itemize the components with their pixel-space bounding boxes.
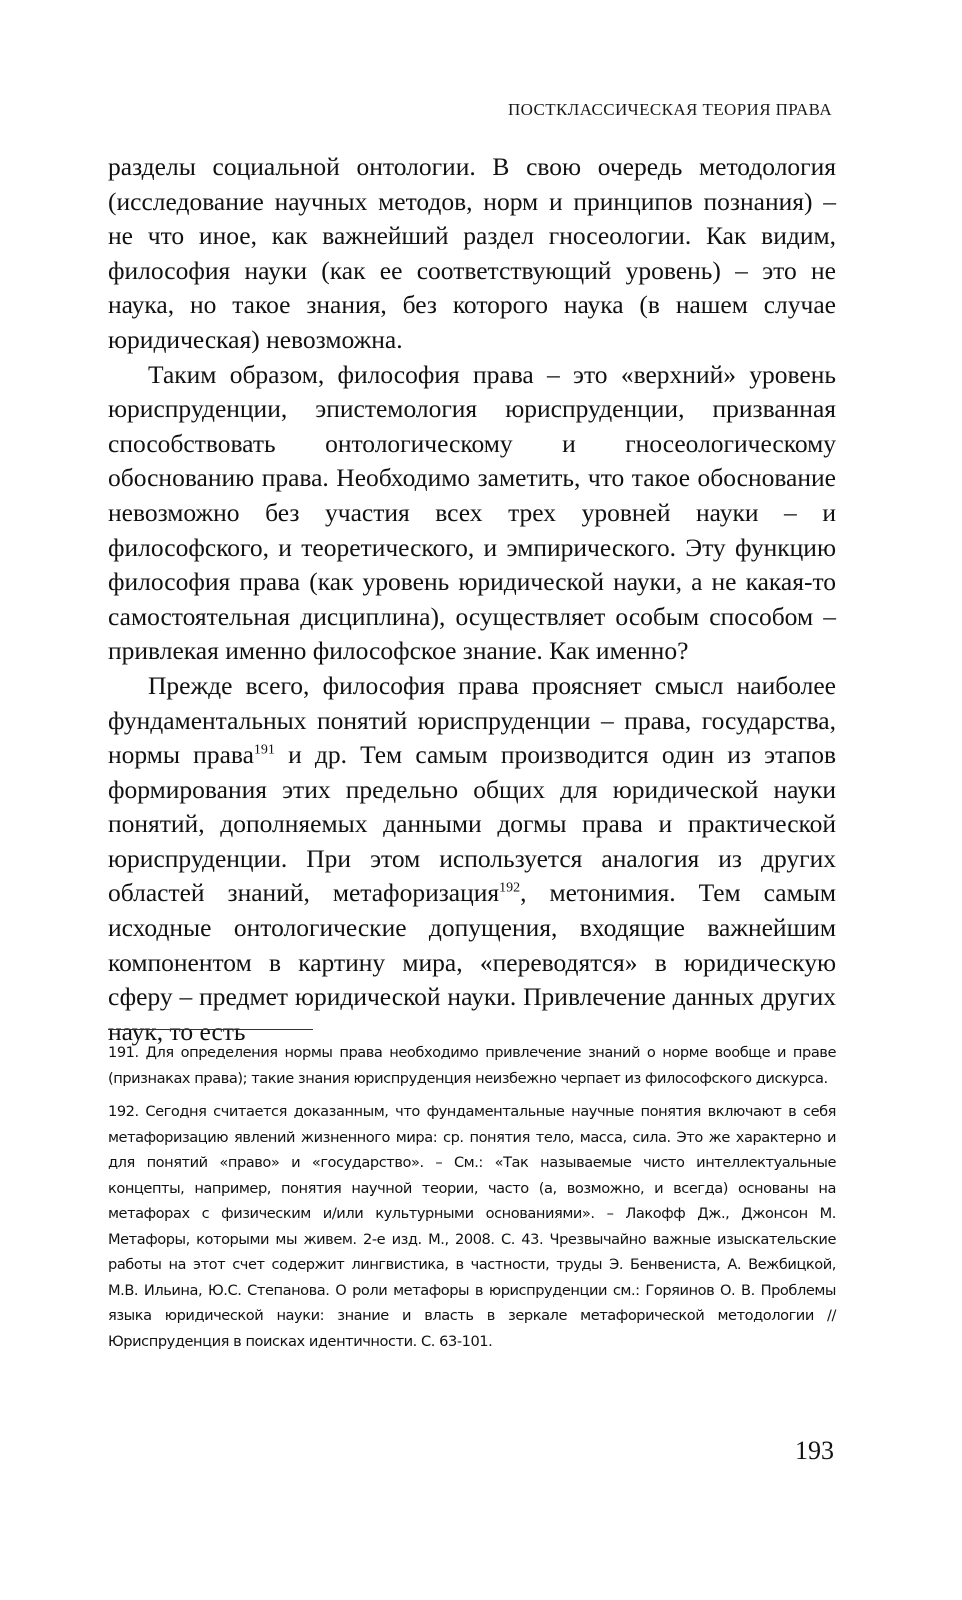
body-text (108, 150, 836, 1049)
paragraph-text: и др. Тем самым производится один из этапов формирования этих предельно общих для юридической науки понятий, дополняемых данными догмы права и практической юриспруденции. При этом используется аналогия из других областей знаний, метафоризация (108, 740, 836, 908)
paragraph-text: Прежде всего, философия права проясняет смысл наиболее фундаментальных понятий юриспруденции – права, государства, нормы права (108, 670, 836, 770)
paragraph (108, 669, 836, 1050)
footnote-divider (108, 1029, 313, 1030)
paragraph-continued: разделы социальной онтологии. В свою очередь методология (исследование научных методов, норм и принципов познания) – не что иное, как важнейший раздел гносеологии. Как видим, философия науки (как ее соответствующий уровень) – это не наука, но такое знания, без которого наука (в нашем случае юридическая) невозможна. (108, 152, 836, 354)
footnote-ref-192[interactable]: 192 (499, 880, 521, 896)
footnote-ref-191[interactable]: 191 (253, 742, 275, 758)
page-number: 193 (795, 1436, 834, 1465)
footnotes (108, 1040, 836, 1362)
footnote-191: 191. Для определения нормы права необходимо привлечение знаний о норме вообще и праве (признаках права); такие знания юриспруденция неизбежно черпает из философского дискурса. (108, 1044, 836, 1087)
running-header: ПОСТКЛАССИЧЕСКАЯ ТЕОРИЯ ПРАВА (507, 100, 832, 119)
footnote-192: 192. Сегодня считается доказанным, что фундаментальные научные понятия включают в себя метафоризацию явлений жизненного мира: ср. понятия тело, масса, сила. Это же характерно и для понятий «право» и «государство». – См.: «Так называемые чисто интеллектуальные концепты, например, понятия научной теории, часто (а, возможно, и всегда) основаны на метафорах с физическим и/или культурными основаниями». – Лакофф Дж., Джонсон М. Метафоры, которыми мы живем. 2-е изд. М., 2008. С. 43. Чрезвычайно важные изыскательские работы на этот счет содержит лингвистика, в частности, труды Э. Бенвениста, А. Вежбицкой, М.В. Ильина, Ю.С. Степанова. О роли метафоры в юриспруденции см.: Горяинов О. В. Проблемы языка юридической науки: знание и власть в зеркале метафорической методологии // Юриспруденция в поисках идентичности. С. 63-101. (108, 1103, 836, 1350)
paragraph: Таким образом, философия права – это «верхний» уровень юриспруденции, эпистемология юриспруденции, призванная способствовать онтологическому и гносеологическому обоснованию права. Необходимо заметить, что такое обоснование невозможно без участия всех трех уровней науки – и философского, и теоретического, и эмпирического. Эту функцию философия права (как уровень юридической науки, а не какая-то самостоятельная дисциплина), осуществляет особым способом – привлекая именно философское знание. Как именно? (108, 359, 836, 666)
paragraph-text: , метонимия. Тем самым исходные онтологические допущения, входящие важнейшим компонентом в картину мира, «переводятся» в юридическую сферу – предмет юридической науки. Привлечение данных других наук, то есть (108, 878, 836, 1046)
